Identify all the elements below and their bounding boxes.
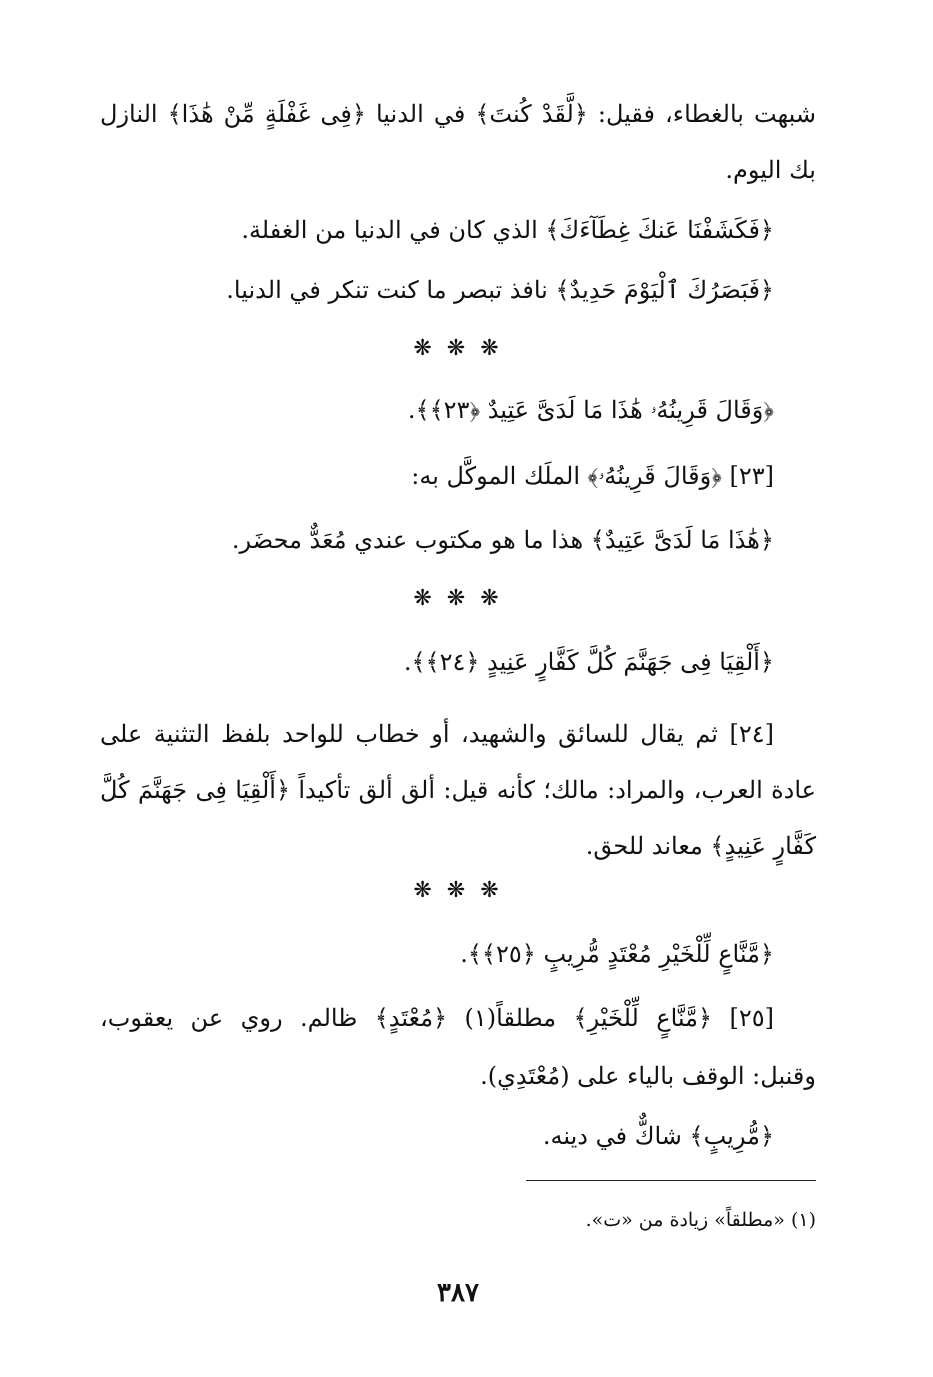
text-line: [٢٤] ثم يقال للسائق والشهيد، أو خطاب للواحد بلفظ التثنية على	[100, 720, 774, 748]
text-line: ﴿مُّرِيبٍ﴾ شاكٌّ في دينه.	[542, 1122, 774, 1150]
section-separator: ❋ ❋ ❋	[413, 878, 503, 903]
text-line: [٢٣] ﴿وَقَالَ قَرِينُهُۥ﴾ الملَك الموكَّل به:	[411, 462, 774, 490]
section-separator: ❋ ❋ ❋	[413, 586, 503, 611]
footnote: (١) «مطلقاً» زيادة من «ت».	[585, 1209, 816, 1231]
page-number: ٣٨٧	[437, 1278, 479, 1308]
verse-line: ﴿مَّنَّاعٍ لِّلْخَيْرِ مُعْتَدٍ مُّرِيبٍ ﴿٢٥﴾﴾.	[460, 940, 774, 968]
text-line: كَفَّارٍ عَنِيدٍ﴾ معاند للحق.	[585, 832, 816, 860]
section-separator: ❋ ❋ ❋	[413, 336, 503, 361]
text-line: ﴿فَكَشَفْنَا عَنكَ غِطَآءَكَ﴾ الذي كان في الدنيا من الغفلة.	[241, 216, 774, 244]
verse-line: ﴿وَقَالَ قَرِينُهُۥ هَٰذَا مَا لَدَىَّ عَتِيدٌ ﴿٢٣﴾﴾.	[407, 396, 774, 424]
text-line: شبهت بالغطاء، فقيل: ﴿لَّقَدْ كُنتَ﴾ في الدنيا ﴿فِى غَفْلَةٍ مِّنْ هَٰذَا﴾ النازل	[100, 100, 816, 128]
verse-line: ﴿أَلْقِيَا فِى جَهَنَّمَ كُلَّ كَفَّارٍ عَنِيدٍ ﴿٢٤﴾﴾.	[403, 648, 774, 676]
text-line: عادة العرب، والمراد: مالك؛ كأنه قيل: ألق ألق تأكيداً ﴿أَلْقِيَا فِى جَهَنَّمَ كُلَّ	[100, 776, 816, 804]
text-line: [٢٥] ﴿مَّنَّاعٍ لِّلْخَيْرِ﴾ مطلقاً(١) ﴿مُعْتَدٍ﴾ ظالم. روي عن يعقوب،	[100, 1004, 774, 1032]
text-line: ﴿فَبَصَرُكَ ٱلْيَوْمَ حَدِيدٌ﴾ نافذ تبصر ما كنت تنكر في الدنيا.	[226, 276, 774, 304]
text-line: بك اليوم.	[725, 156, 816, 184]
text-line: وقنبل: الوقف بالياء على (مُعْتَدِي).	[480, 1062, 816, 1090]
book-page	[100, 88, 816, 1348]
footnote-divider	[526, 1180, 816, 1181]
text-line: ﴿هَٰذَا مَا لَدَىَّ عَتِيدٌ﴾ هذا ما هو مكتوب عندي مُعَدٌّ محضَر.	[231, 526, 774, 554]
